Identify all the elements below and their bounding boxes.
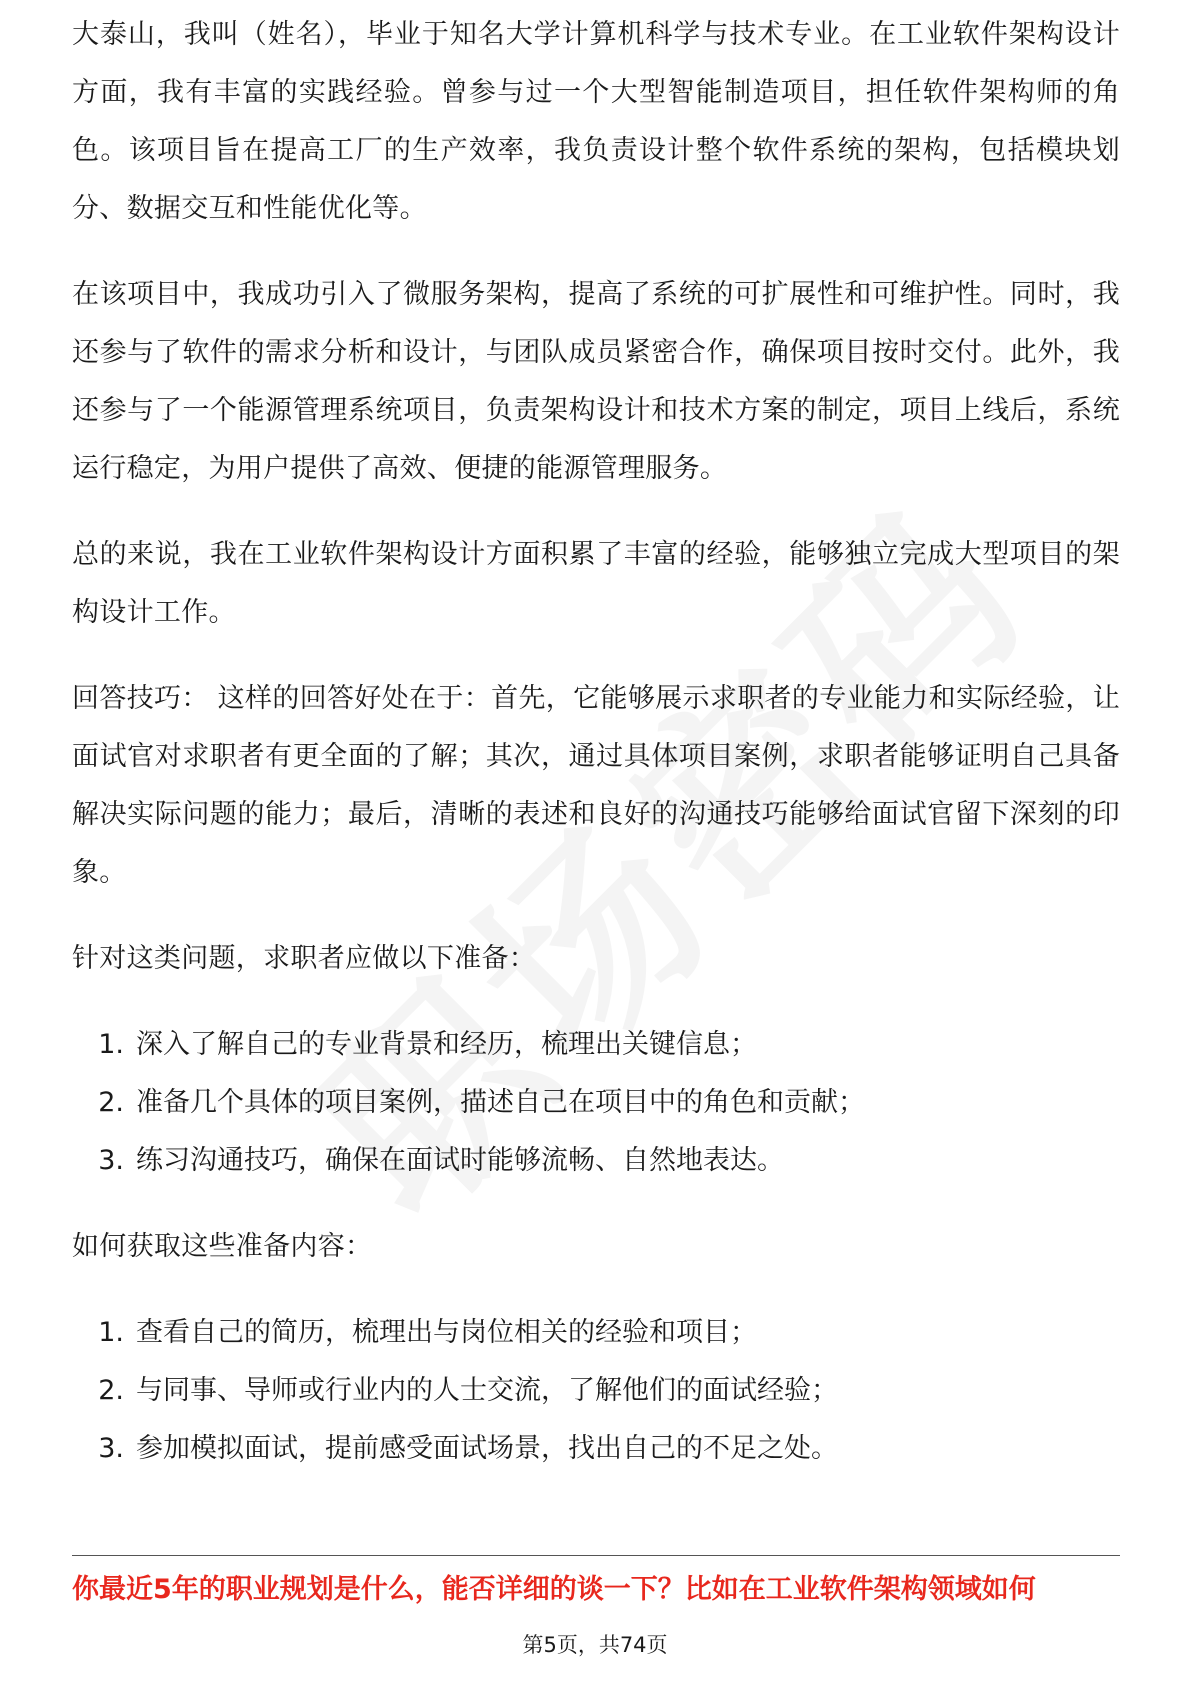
next-question-heading: 你最近5年的职业规划是什么，能否详细的谈一下？比如在工业软件架构领域如何 bbox=[72, 1574, 1036, 1605]
list-text: 练习沟通技巧，确保在面试时能够流畅、自然地表达。 bbox=[136, 1145, 784, 1176]
paragraph-tips: 回答技巧： 这样的回答好处在于：首先，它能够展示求职者的专业能力和实际经验，让面试官对求职者有更全面的了解；其次，通过具体项目案例，求职者能够证明自己具备解决实际问题的能力；最后，清晰的表述和良好的沟通技巧能够给面试官留下深刻的印象。 bbox=[72, 683, 1120, 888]
paragraph-summary: 总的来说，我在工业软件架构设计方面积累了丰富的经验，能够独立完成大型项目的架构设计工作。 bbox=[72, 539, 1120, 628]
section-divider bbox=[72, 1555, 1120, 1556]
list-item bbox=[72, 1074, 1120, 1132]
paragraph-intro: 大泰山，我叫（姓名），毕业于知名大学计算机科学与技术专业。在工业软件架构设计方面，我有丰富的实践经验。曾参与过一个大型智能制造项目，担任软件架构师的角色。该项目旨在提高工厂的生产效率，我负责设计整个软件系统的架构，包括模块划分、数据交互和性能优化等。 bbox=[72, 19, 1120, 224]
paragraph-how-title: 如何获取这些准备内容： bbox=[72, 1231, 373, 1262]
list-item bbox=[72, 1362, 1120, 1420]
page-number: 第5页，共74页 bbox=[522, 1633, 668, 1657]
list-item bbox=[72, 1420, 1120, 1478]
list-text: 查看自己的简历，梳理出与岗位相关的经验和项目； bbox=[136, 1317, 757, 1348]
list-number: 3. bbox=[98, 1145, 124, 1176]
list-text: 准备几个具体的项目案例，描述自己在项目中的角色和贡献； bbox=[136, 1087, 865, 1118]
list-text: 参加模拟面试，提前感受面试场景，找出自己的不足之处。 bbox=[136, 1433, 838, 1464]
list-item bbox=[72, 1304, 1120, 1362]
list-number: 1. bbox=[98, 1317, 124, 1348]
list-number: 1. bbox=[98, 1029, 124, 1060]
list-number: 2. bbox=[98, 1375, 124, 1406]
list-text: 与同事、导师或行业内的人士交流，了解他们的面试经验； bbox=[136, 1375, 838, 1406]
list-number: 2. bbox=[98, 1087, 124, 1118]
how-list bbox=[72, 1304, 1120, 1478]
prep-list bbox=[72, 1016, 1120, 1190]
list-item bbox=[72, 1132, 1120, 1190]
paragraph-prep-title: 针对这类问题，求职者应做以下准备： bbox=[72, 943, 537, 974]
list-text: 深入了解自己的专业背景和经历，梳理出关键信息； bbox=[136, 1029, 757, 1060]
paragraph-project: 在该项目中，我成功引入了微服务架构，提高了系统的可扩展性和可维护性。同时，我还参与了软件的需求分析和设计，与团队成员紧密合作，确保项目按时交付。此外，我还参与了一个能源管理系统项目，负责架构设计和技术方案的制定，项目上线后，系统运行稳定，为用户提供了高效、便捷的能源管理服务。 bbox=[72, 279, 1120, 484]
page-content bbox=[72, 19, 1120, 1506]
list-item bbox=[72, 1016, 1120, 1074]
list-number: 3. bbox=[98, 1433, 124, 1464]
